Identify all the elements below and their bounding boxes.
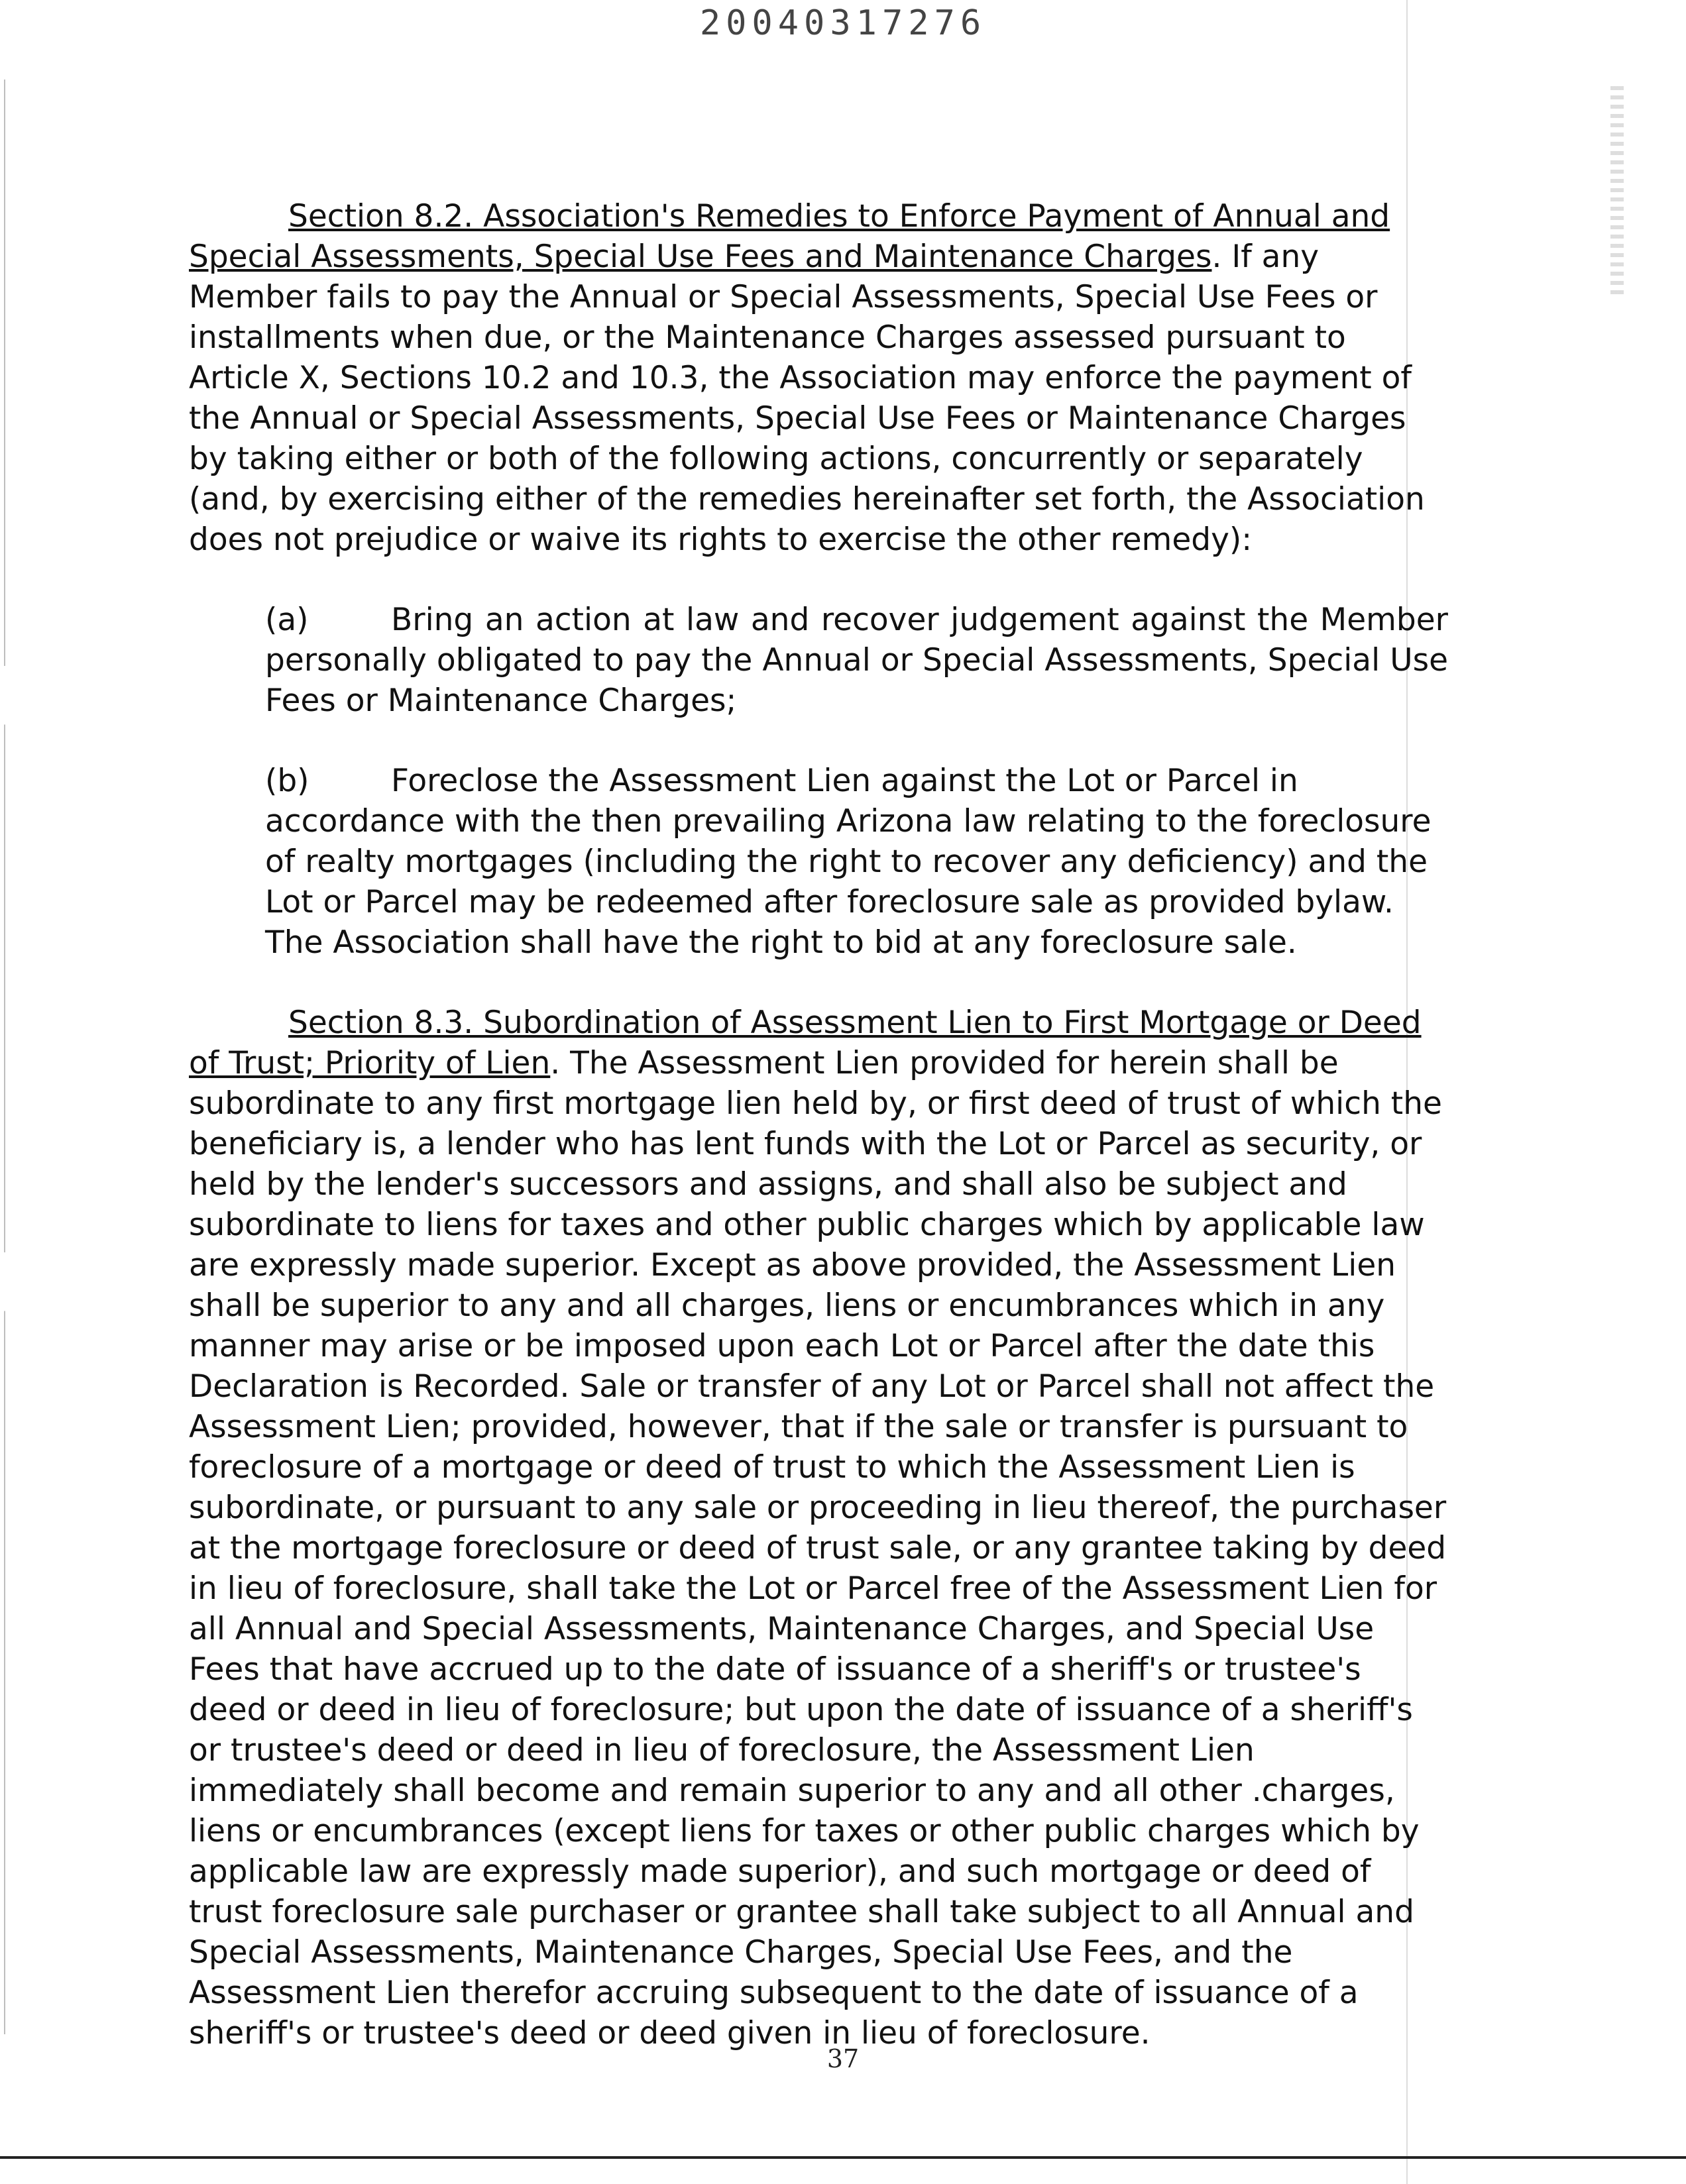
- scan-artifact: [1610, 86, 1624, 298]
- bottom-rule: [0, 2156, 1686, 2159]
- list-item-a: [189, 600, 1448, 721]
- section-8-3-heading: Section 8.3. Subordination of Assessment Lien to First Mortgage or Deed of Trust; Priority of Lien: [189, 1005, 1422, 1081]
- document-number: 20040317276: [699, 3, 987, 43]
- scan-edge-left: [4, 80, 5, 2034]
- section-8-2-paragraph: [189, 196, 1448, 560]
- section-8-2-heading: Section 8.2. Association's Remedies to Enforce Payment of Annual and Special Assessments, Special Use Fees and Maintenance Charges: [189, 198, 1390, 275]
- list-text-a: Bring an action at law and recover judgement against the Member personally obligated to pay the Annual or Special Assessments, Special Use Fees or Maintenance Charges;: [265, 602, 1448, 719]
- section-8-3-body: . The Assessment Lien provided for herein shall be subordinate to any first mortgage lien held by, or first deed of trust of which the beneficiary is, a lender who has lent funds with the Lot or Parcel as security, or held by the lender's successors and assigns, and shall also be subject and subordinate to liens for taxes and other public charges which by applicable law are expressly made superior. Except as above provided, the Assessment Lien shall be superior to any and all charges, liens or encumbrances which in any manner may arise or be imposed upon each Lot or Parcel after the date this Declaration is Recorded. Sale or transfer of any Lot or Parcel shall not affect the Assessment Lien; provided, however, that if the sale or transfer is pursuant to foreclosure of a mortgage or deed of trust to which the Assessment Lien is subordinate, or pursuant to any sale or proceeding in lieu thereof, the purchaser at the mortgage foreclosure or deed of trust sale, or any grantee taking by deed in lieu of foreclosure, shall take the Lot or Parcel free of the Assessment Lien for all Annual and Special Assessments, Maintenance Charges, and Special Use Fees that have accrued up to the date of issuance of a sheriff's or trustee's deed or deed in lieu of foreclosure; but upon the date of issuance of a sheriff's or trustee's deed or deed in lieu of foreclosure, the Assessment Lien immediately shall become and remain superior to any and all other .charges, liens or encumbrances (except liens for taxes or other public charges which by applicable law are expressly made superior), and such mortgage or deed of trust foreclosure sale purchaser or grantee shall take subject to all Annual and Special Assessments, Maintenance Charges, Special Use Fees, and the Assessment Lien therefor accruing subsequent to the date of issuance of a sheriff's or trustee's deed or deed given in lieu of foreclosure.: [189, 1045, 1447, 2051]
- section-8-3-paragraph: [189, 1003, 1448, 2053]
- page-body: [189, 196, 1448, 2093]
- section-8-2-body: . If any Member fails to pay the Annual or Special Assessments, Special Use Fees or installments when due, or the Maintenance Charges assessed pursuant to Article X, Sections 10.2 and 10.3, the Association may enforce the payment of the Annual or Special Assessments, Special Use Fees or Maintenance Charges by taking either or both of the following actions, concurrently or separately (and, by exercising either of the remedies hereinafter set forth, the Association does not prejudice or waive its rights to exercise the other remedy):: [189, 239, 1425, 558]
- list-item-b: [189, 761, 1448, 963]
- list-marker-b: (b): [265, 763, 309, 799]
- list-text-b: Foreclose the Assessment Lien against the Lot or Parcel in accordance with the then prevailing Arizona law relating to the foreclosure of realty mortgages (including the right to recover any deficiency) and the Lot or Parcel may be redeemed after foreclosure sale as provided bylaw. The Association shall have the right to bid at any foreclosure sale.: [265, 763, 1432, 961]
- list-marker-a: (a): [265, 602, 309, 638]
- page-number: 37: [826, 2044, 860, 2073]
